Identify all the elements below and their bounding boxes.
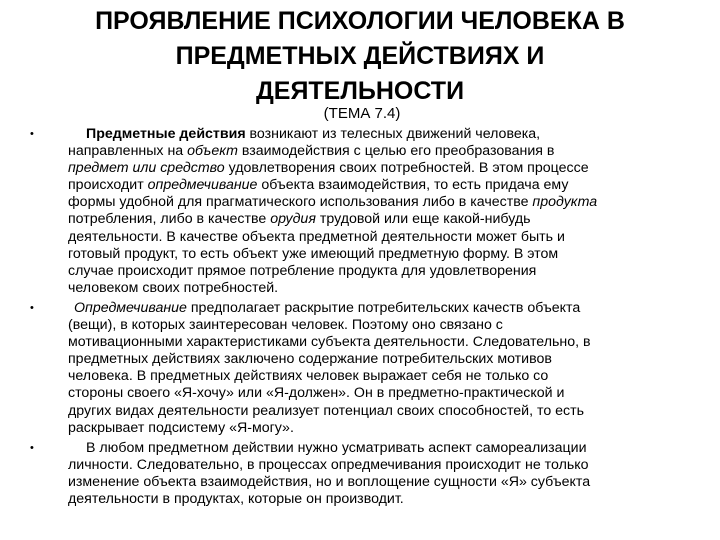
text-run: (вещи), в которых заинтересован человек. Поэтому оно связано с	[68, 317, 503, 334]
paragraph-line	[68, 351, 670, 368]
title-line-2: ПРЕДМЕТНЫХ ДЕЙСТВИЯХ И	[175, 42, 545, 70]
text-run: деятельности в продуктах, которые он производит.	[68, 490, 404, 507]
italic-term: орудия	[270, 211, 316, 228]
paragraph-line	[68, 300, 670, 317]
bullet-paragraph	[30, 126, 670, 297]
text-run: случае происходит прямое потребление продукта для удовлетворения	[68, 262, 537, 279]
paragraph-line	[68, 177, 670, 194]
paragraph-line	[68, 457, 670, 474]
text-run: стороны своего «Я-хочу» или «Я-должен». Он в предметно-практической и	[68, 385, 565, 402]
paragraph-line	[68, 126, 670, 143]
paragraph-line	[68, 280, 670, 297]
slide-title	[40, 4, 680, 109]
text-run: возникают из телесных движений человека,	[245, 126, 541, 142]
text-run: трудовой или еще какой-нибудь	[315, 211, 531, 228]
paragraph-line	[68, 403, 670, 420]
text-run: мотивационными характеристиками субъекта деятельности. Следовательно, в	[68, 334, 591, 351]
paragraph-line	[68, 440, 670, 457]
italic-term: опредмечивание	[147, 177, 258, 194]
paragraph-line	[68, 385, 670, 402]
text-run: раскрывает подсистему «Я-могу».	[68, 419, 294, 436]
text-run: удовлетворения своих потребностей. В этом процессе	[224, 160, 589, 177]
bullet-paragraph	[30, 440, 670, 508]
italic-term: предмет или средство	[68, 160, 225, 177]
subtitle-text: (ТЕМА 7.4)	[323, 105, 401, 122]
paragraph-line	[68, 194, 670, 211]
paragraph-line	[68, 334, 670, 351]
text-run: деятельности. В качестве объекта предметной деятельности может быть и	[68, 228, 565, 245]
text-run: предметных действиях заключено содержание потребительских мотивов	[68, 351, 552, 368]
text-run: взаимодействия с целью его преобразования в	[237, 143, 555, 160]
text-run: предполагает раскрытие потребительских качеств объекта	[186, 299, 581, 316]
paragraph-line	[68, 368, 670, 385]
paragraph-line	[68, 143, 670, 160]
italic-term: объект	[187, 143, 238, 160]
title-line-1: ПРОЯВЛЕНИЕ ПСИХОЛОГИИ ЧЕЛОВЕКА В	[95, 7, 625, 35]
paragraph-line	[68, 317, 670, 334]
paragraph-line	[68, 211, 670, 228]
bullet-paragraph	[30, 300, 670, 437]
bold-term: Предметные действия	[86, 126, 246, 142]
paragraph-line	[68, 420, 670, 437]
text-run: изменение объекта взаимодействия, но и воплощение сущности «Я» субъекта	[68, 473, 591, 490]
paragraph-line	[68, 474, 670, 491]
title-line-3: ДЕЯТЕЛЬНОСТИ	[255, 77, 465, 105]
paragraph-line	[68, 491, 670, 508]
text-run: В любом предметном действии нужно усматривать аспект самореализации	[86, 439, 587, 456]
text-run: готовый продукт, то есть объект уже имеющий предметную форму. В этом	[68, 245, 559, 262]
text-run: формы удобной для прагматического использования либо в качестве	[68, 194, 533, 211]
paragraph-line	[68, 229, 670, 246]
text-run: объекта взаимодействия, то есть придача ему	[257, 177, 569, 194]
paragraph-line	[68, 160, 670, 177]
text-run: человека. В предметных действиях человек выражает себя не только со	[68, 368, 549, 385]
text-run: личности. Следовательно, в процессах опредмечивания происходит не только	[68, 456, 589, 473]
text-run: происходит	[68, 177, 148, 194]
text-run: направленных на	[68, 143, 188, 160]
text-run: других видах деятельности реализует потенциал своих способностей, то есть	[68, 402, 585, 419]
italic-term: Опредмечивание	[74, 299, 187, 316]
paragraph-line	[68, 263, 670, 280]
paragraph-line	[68, 246, 670, 263]
slide-subtitle	[0, 104, 720, 124]
bullet-list	[30, 126, 670, 511]
text-run: потребления, либо в качестве	[68, 211, 271, 228]
italic-term: продукта	[532, 194, 598, 211]
text-run: человеком своих потребностей.	[68, 279, 279, 296]
